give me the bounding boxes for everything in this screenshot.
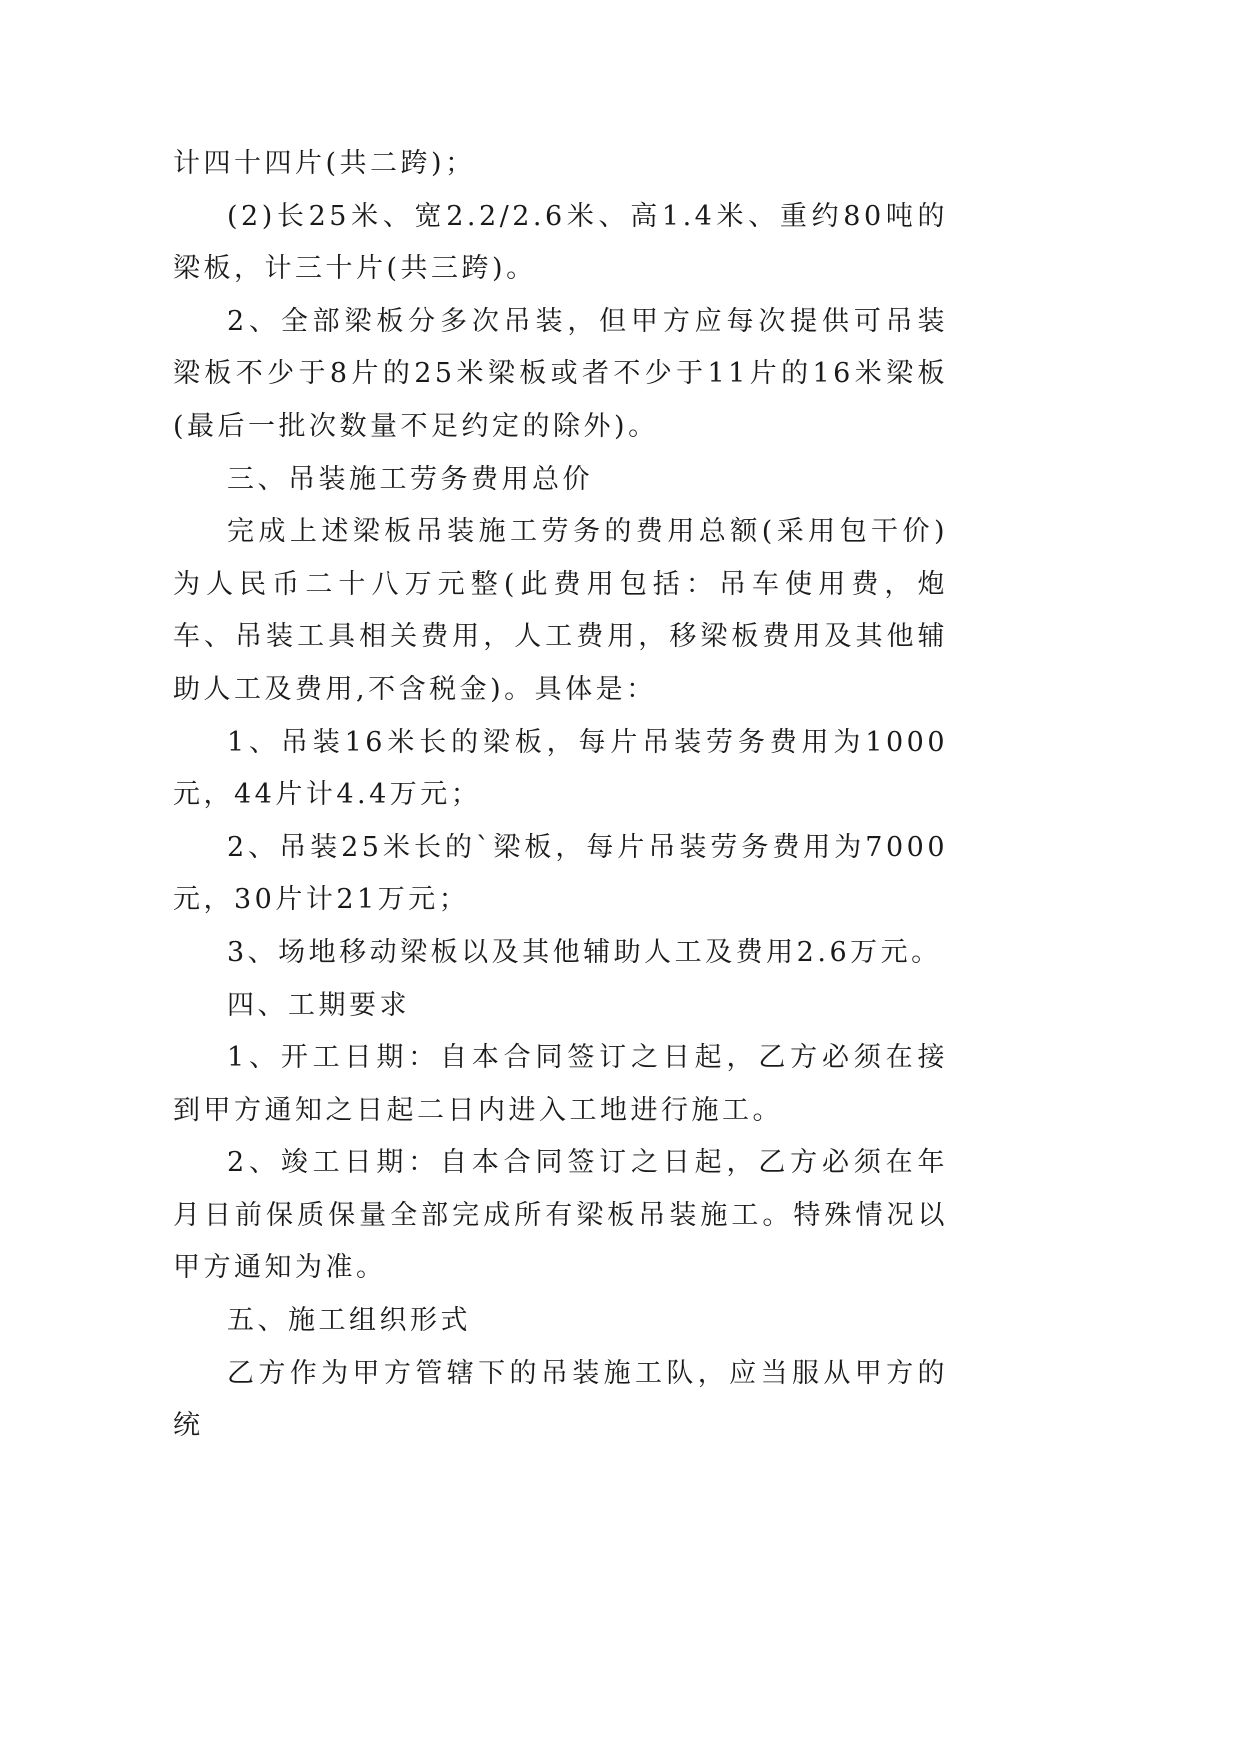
paragraph-continuation: 计四十四片(共二跨)； — [173, 148, 476, 179]
document-body — [173, 138, 948, 1453]
paragraph-total-price: 完成上述梁板吊装施工劳务的费用总额(采用包干价)为人民币二十八万元整(此费用包括：吊车使用费，炮车、吊装工具相关费用，人工费用，移梁板费用及其他辅助人工及费用,不含税金)。具体是： — [173, 516, 948, 705]
paragraph-start-date: 1、开工日期：自本合同签订之日起，乙方必须在接到甲方通知之日起二日内进入工地进行施工。 — [173, 1042, 948, 1126]
paragraph-lifting-batches: 2、全部梁板分多次吊装，但甲方应每次提供可吊装梁板不少于8片的25米梁板或者不少于11片的16米梁板(最后一批次数量不足约定的除外)。 — [173, 305, 948, 442]
paragraph-price-item-3: 3、场地移动梁板以及其他辅助人工及费用2.6万元。 — [227, 936, 942, 968]
paragraph-price-item-2: 2、吊装25米长的`梁板，每片吊装劳务费用为7000元，30片计21万元； — [173, 831, 948, 916]
paragraph-completion-date: 2、竣工日期：自本合同签订之日起，乙方必须在年月日前保质保量全部完成所有梁板吊装施工。特殊情况以甲方通知为准。 — [173, 1147, 948, 1284]
paragraph-organization: 乙方作为甲方管辖下的吊装施工队，应当服从甲方的统 — [173, 1357, 948, 1442]
paragraph-beam-spec-2: (2)长25米、宽2.2/2.6米、高1.4米、重约80吨的梁板，计三十片(共三跨)。 — [173, 200, 948, 285]
section-heading-total-price: 三、吊装施工劳务费用总价 — [227, 463, 593, 495]
section-heading-organization: 五、施工组织形式 — [227, 1305, 471, 1337]
section-heading-schedule: 四、工期要求 — [227, 989, 410, 1021]
paragraph-price-item-1: 1、吊装16米长的梁板，每片吊装劳务费用为1000元，44片计4.4万元； — [173, 726, 948, 811]
